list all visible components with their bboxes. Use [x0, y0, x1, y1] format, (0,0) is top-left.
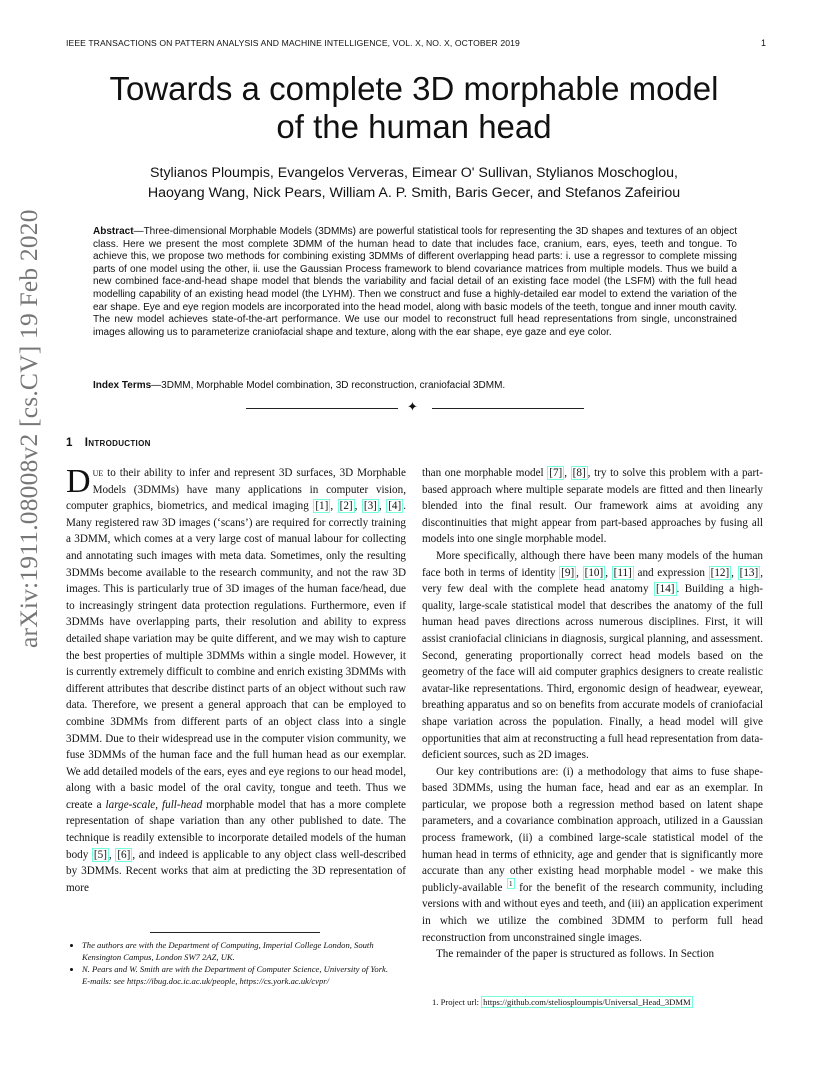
- project-footnote: [432, 997, 772, 1008]
- abstract-text: —Three-dimensional Morphable Models (3DMMs) are powerful statistical tools for representing the 3D shapes and textures of an object class. Here we present the most complete 3DMM of the human head to date that includes face, cranium, ears, eyes, teeth and tongue. To achieve this, we propose two methods for combining existing 3DMMs of different overlapping head parts: i. use a regressor to complete missing parts of one model using the other, ii. use the Gaussian Process framework to blend covariance matrices from multiple models. Thus we build a new combined face-and-head shape model that blends the variability and facial detail of an existing face model (the LSFM) with the full head modelling capability of an existing head model (the LYHM). Then we construct and fuse a highly-detailed ear model to extend the variation of the ear shape. Eye and eye region models are incorporated into the head model, along with basic models of the teeth, tongue and inner mouth cavity. The new model achieves state-of-the-art performance. We use our model to reconstruct full head representations from single, unconstrained images allowing us to parameterize craniofacial shape and texture, along with the ear shape, eye gaze and eye color.: [93, 226, 737, 338]
- index-terms-text: —3DMM, Morphable Model combination, 3D reconstruction, craniofacial 3DMM.: [151, 380, 506, 391]
- index-terms-label: Index Terms: [93, 380, 152, 391]
- intro-paragraph-4: The remainder of the paper is structured as follows. In Section: [436, 948, 715, 961]
- citation-link[interactable]: [11]: [613, 566, 632, 579]
- intro-paragraph-cont: than one morphable model [7] , [8] , try to solve this problem with a part-based approach where multiple separate models are fitted and then linearly blended into the final result. Our framework aims at avoiding any discontinuities that might appear from part-based approaches by fusing all models into one single morphable model.: [422, 467, 763, 546]
- footnote-emails: E-mails: see https://ibug.doc.ic.ac.uk/people, https://cs.york.ac.uk/cvpr/: [82, 975, 330, 986]
- citation-link[interactable]: [7]: [549, 467, 563, 479]
- project-footnote-label: 1. Project url:: [432, 997, 482, 1007]
- divider-star-icon: ✦: [407, 399, 418, 414]
- citation-link[interactable]: [4]: [388, 500, 402, 513]
- project-url-link[interactable]: https://github.com/steliosploumpis/Universal_Head_3DMM: [483, 997, 691, 1007]
- footnote-mark[interactable]: 1: [508, 879, 513, 889]
- authors-line-1: Stylianos Ploumpis, Evangelos Ververas, Eimear O' Sullivan, Stylianos Moschoglou,: [150, 165, 678, 181]
- citation-link[interactable]: [5]: [93, 848, 107, 861]
- running-head: IEEE TRANSACTIONS ON PATTERN ANALYSIS AND MACHINE INTELLIGENCE, VOL. X, NO. X, OCTOBER 2019: [66, 38, 520, 48]
- page-number: 1: [760, 38, 766, 48]
- section-heading: [66, 436, 151, 449]
- text-run: , and indeed is applicable to any object class well-described by 3DMMs. Recent works that aim at predicting the 3D representation of more: [66, 848, 406, 894]
- citation-link[interactable]: [9]: [561, 566, 575, 579]
- footnote-affiliation-1: • The authors are with the Department of Computing, Imperial College London, South Kensington Campus, London SW7 2AZ, UK.: [82, 940, 406, 963]
- intro-paragraph-2: More specifically, although there have been many models of the human face both in terms of identity [9] , [10] , [11] and expression [12] , [13] , very few deal with the complete head anatomy [14] . Building a high-quality, large-scale statistical model that describes the anatomy of the full human head paves directions across numerous disciplines. First, it will assist craniofacial clinicians in diagnosis, surgical planning, and assessment. Second, generating proportionally correct head models based on the geometry of the face will aid computer graphics designers to create realistic avatar-like representations. Third, ergonomic design of headwear, eyewear, breathing apparatus and so on benefits from accurate models of craniofacial shape variation across the population. Finally, a head model will give opportunities that aim at reconstructing a full head representation from data-deficient sources, such as 2D images.: [422, 549, 763, 762]
- intro-paragraph-3: [422, 764, 763, 947]
- footnote-rule: [150, 932, 320, 933]
- dropcap-lead: ue: [92, 467, 104, 479]
- abstract: [93, 226, 737, 339]
- title-line-1: Towards a complete 3D morphable model: [109, 70, 719, 107]
- text-run: to their ability to infer and represent 3D surfaces, 3D Morphable Models (3DMMs) have many applications in computer vision, computer graphics, biometrics, and medical imaging: [66, 467, 406, 513]
- text-run: . Many registered raw 3D images (‘scans’) are required for correctly training a 3DMM, which comes at a very large cost of manual labour for collecting and annotating such images with meta data. Sometimes, only the resulting 3DMMs become available to the research community, and not the raw 3D images. This is particularly true of 3D images of the human face/head, due to increasingly stringent data protection regulations. Furthermore, even if 3DMMs have overlapping parts, their resolution and ability to express detailed shape variation may be quite different, and we may wish to capture the best properties of multiple 3DMMs within a single model. However, it is currently extremely difficult to combine and enrich existing 3DMMs with different attributes that describe distinct parts of an object without such raw data. Therefore, we present a general approach that can be employed to combine 3DMMs from different parts of an object class into a single 3DMM. Due to their widespread use in the computer vision community, we fuse 3DMMs of the human face and the full human head as our exemplar. We add detailed models of the ears, eyes and eye regions to our head model, along with a basic model of the oral cavity, tongue and teeth. Thus we create a: [66, 500, 407, 811]
- text-run: for the benefit of the research community, including versions with and without eyes and teeth, and (iii) an application experiment in which we utilize the combined 3DMM to perform full head reconstruction from unconstrained single images.: [422, 881, 763, 944]
- text-run: , try to solve this problem with a part-based approach where multiple separate models are fitted and then linearly blended into the final result. Our framework aims at avoiding any discontinuities that might appear from part-based approaches by fusing all models into one single morphable model.: [422, 467, 763, 546]
- citation-link[interactable]: [1]: [315, 500, 329, 513]
- citation-link[interactable]: [6]: [117, 848, 131, 861]
- left-column: [66, 465, 406, 896]
- citation-link[interactable]: [2]: [339, 500, 353, 513]
- section-number: 1: [66, 436, 73, 449]
- author-footnotes: [66, 940, 406, 988]
- section-divider: [246, 401, 584, 415]
- paper-title: [60, 70, 768, 146]
- text-run: . Building a high-quality, large-scale statistical model that describes the anatomy of the full human head paves directions across numerous disciplines. First, it will assist craniofacial clinicians in diagnosis, surgical planning, and assessment. Second, generating proportionally correct head models based on the geometry of the face will aid computer graphics designers to create realistic avatar-like representations. Third, ergonomic design of headwear, eyewear, breathing apparatus and so on benefits from accurate models of craniofacial shape variation across the population. Finally, a head model will give opportunities that aim at reconstructing a full head representation from data-deficient sources, such as 2D images.: [422, 583, 763, 762]
- citation-link[interactable]: [13]: [739, 566, 759, 579]
- author-list: [80, 163, 748, 203]
- emphasis-text: large-scale, full-head: [105, 798, 203, 811]
- dropcap: D: [66, 463, 91, 500]
- text-run: More specifically, although there have been many models of the human face both in terms of identity: [422, 549, 763, 579]
- section-title: Introduction: [84, 436, 151, 449]
- footnote-affiliation-2-text: N. Pears and W. Smith are with the Department of Computer Science, University of York.: [82, 964, 389, 975]
- text-run: , very few deal with the complete head anatomy: [422, 566, 763, 596]
- divider-line-left: [246, 408, 398, 409]
- citation-link[interactable]: [8]: [572, 467, 586, 479]
- authors-line-2: Haoyang Wang, Nick Pears, William A. P. Smith, Baris Gecer, and Stefanos Zafeiriou: [147, 185, 681, 201]
- text-run: than one morphable model: [422, 467, 548, 479]
- arxiv-stamp-text: arXiv:1911.08008v2 [cs.CV] 19 Feb 2020: [14, 209, 43, 648]
- footnote-affiliation-2: [82, 964, 406, 987]
- citation-link[interactable]: [10]: [584, 566, 604, 579]
- abstract-label: Abstract: [93, 226, 134, 237]
- citation-link[interactable]: [14]: [655, 583, 675, 596]
- text-run: Our key contributions are: (i) a methodology that aims to fuse shape-based 3DMMs, using the human face, head and ear as an exemplar. In particular, we propose both a regression method based on latent shape parameters, and a covariance combination approach, utilized in a Gaussian process framework, (ii) a combined large-scale statistical model of the human head in terms of ethnicity, age and gender that is significantly more accurate than any other existing head morphable model - we make this publicly-available: [422, 765, 763, 894]
- text-run: and expression: [633, 566, 709, 579]
- citation-link[interactable]: [3]: [363, 500, 377, 513]
- title-line-2: of the human head: [276, 108, 552, 145]
- right-column: [422, 465, 763, 963]
- citation-link[interactable]: [12]: [710, 566, 730, 579]
- intro-paragraph-1: Due to their ability to infer and represent 3D surfaces, 3D Morphable Models (3DMMs) have many applications in computer vision, computer graphics, biometrics, and medical imaging [1] , [2] , [3] , [4] . Many registered raw 3D images (‘scans’) are required for correctly training a 3DMM, which comes at a very large cost of manual labour for collecting and annotating such images with meta data. Sometimes, only the resulting 3DMMs become available to the research community, and not the raw 3D images. This is particularly true of 3D images of the human face/head, due to increasingly stringent data protection regulations. Furthermore, even if 3DMMs have overlapping parts, their resolution and ability to express detailed shape variation may be quite different, and we may wish to capture the best properties of multiple 3DMMs within a single model. However, it is currently extremely difficult to combine and enrich existing 3DMMs with different attributes that describe distinct parts of an object without such raw data. Therefore, we present a general approach that can be employed to combine 3DMMs from different parts of an object class into a single 3DMM. Due to their widespread use in the computer vision community, we fuse 3DMMs of the human face and the full human head as our exemplar. We add detailed models of the ears, eyes and eye regions to our head model, along with a basic model of the oral cavity, tongue and teeth. Thus we create a large-scale, full-head morphable model that has a more complete representation of shape variation than any other published to date. The technique is readily extensible to incorporate detailed models of the human body [5] , [6] , and indeed is applicable to any object class well-described by 3DMMs. Recent works that aim at predicting the 3D representation of more: [66, 463, 407, 894]
- text-run: morphable model that has a more complete representation of shape variation than any other published to date. The technique is readily extensible to incorporate detailed models of the human body: [66, 798, 406, 861]
- index-terms: [93, 380, 737, 393]
- divider-line-right: [432, 408, 584, 409]
